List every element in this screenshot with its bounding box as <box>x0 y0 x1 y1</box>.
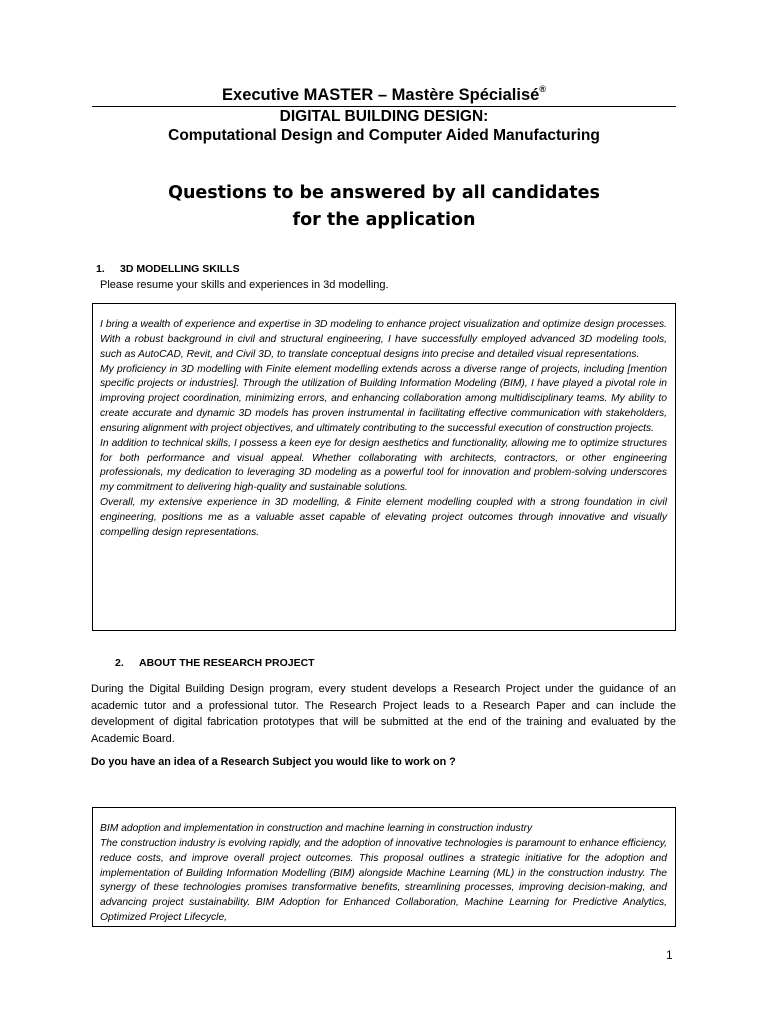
header-divider <box>92 106 676 107</box>
page-title-line-1: Questions to be answered by all candidates <box>168 183 600 203</box>
section-1-number: 1. <box>96 263 105 275</box>
section-1-title: 3D MODELLING SKILLS <box>120 263 240 275</box>
answer-1-paragraph: I bring a wealth of experience and expertise in 3D modeling to enhance project visualization and optimize design processes. With a robust background in civil and structural engineering, I have successfully employed advanced 3D modeling tools, such as AutoCAD, Revit, and Civil 3D, to translate conceptual designs into precise and detailed visual representations. <box>100 319 667 360</box>
program-title <box>0 86 768 105</box>
page-title-line-2: for the application <box>292 210 476 230</box>
section-2-answer-box[interactable] <box>92 807 676 927</box>
answer-2-paragraph: BIM adoption and implementation in construction and machine learning in construction industry <box>100 823 533 834</box>
section-2-title: ABOUT THE RESEARCH PROJECT <box>139 657 315 669</box>
answer-1-paragraph: Overall, my extensive experience in 3D modelling, & Finite element modelling coupled with a strong foundation in civil engineering, positions me as a valuable asset capable of elevating project outcomes through innovative and visually compelling design representations. <box>100 497 667 538</box>
research-question: Do you have an idea of a Research Subject you would like to work on ? <box>91 756 456 768</box>
program-title-text: Executive MASTER – Mastère Spécialisé <box>222 86 540 104</box>
page-number: 1 <box>666 948 673 962</box>
section-2-number: 2. <box>115 657 124 669</box>
section-1-instruction: Please resume your skills and experiences in 3d modelling. <box>100 279 389 291</box>
registered-mark: ® <box>539 84 546 94</box>
answer-1-paragraph: My proficiency in 3D modelling with Finite element modelling extends across a diverse range of projects, including [mention specific projects or industries]. Through the utilization of Building Information Modeling (BIM), I have played a pivotal role in improving project coordination, minimizing errors, and enhancing collaboration among multidisciplinary teams. My ability to create accurate and dynamic 3D models has proven instrumental in facilitating effective communication with stakeholders, ensuring alignment with project objectives, and ultimately contributing to the successful execution of construction projects. <box>100 363 667 434</box>
section-2-description: During the Digital Building Design program, every student develops a Research Project under the guidance of an academic tutor and a professional tutor. The Research Project leads to a Research Paper and can include the development of digital fabrication prototypes that will be submitted at the end of the training and evaluated by the Academic Board. <box>91 683 676 745</box>
program-subtitle: Computational Design and Computer Aided Manufacturing <box>168 127 600 144</box>
program-name: DIGITAL BUILDING DESIGN: <box>279 108 489 125</box>
answer-1-paragraph: In addition to technical skills, I possess a keen eye for design aesthetics and functionality, allowing me to optimize structures for both performance and visual appeal. Whether collaborating with architects, contractors, or other engineering professionals, my dedication to leveraging 3D modeling as a powerful tool for innovation and problem-solving underscores my commitment to delivering high-quality and sustainable solutions. <box>100 437 667 494</box>
page-title <box>0 180 768 234</box>
answer-2-paragraph: The construction industry is evolving rapidly, and the adoption of innovative technologies is paramount to enhance efficiency, reduce costs, and improve overall project outcomes. This proposal outlines a strategic initiative for the adoption and implementation of Building Information Modelling (BIM) alongside Machine Learning (ML) in the construction industry. The synergy of these technologies promises transformative benefits, streamlining processes, improving decision-making, and advancing project sustainability. BIM Adoption for Enhanced Collaboration, Machine Learning for Predictive Analytics, Optimized Project Lifecycle, <box>100 837 667 924</box>
section-1-heading <box>96 263 240 275</box>
section-2-heading <box>115 657 315 669</box>
section-1-answer-box[interactable] <box>92 303 676 631</box>
